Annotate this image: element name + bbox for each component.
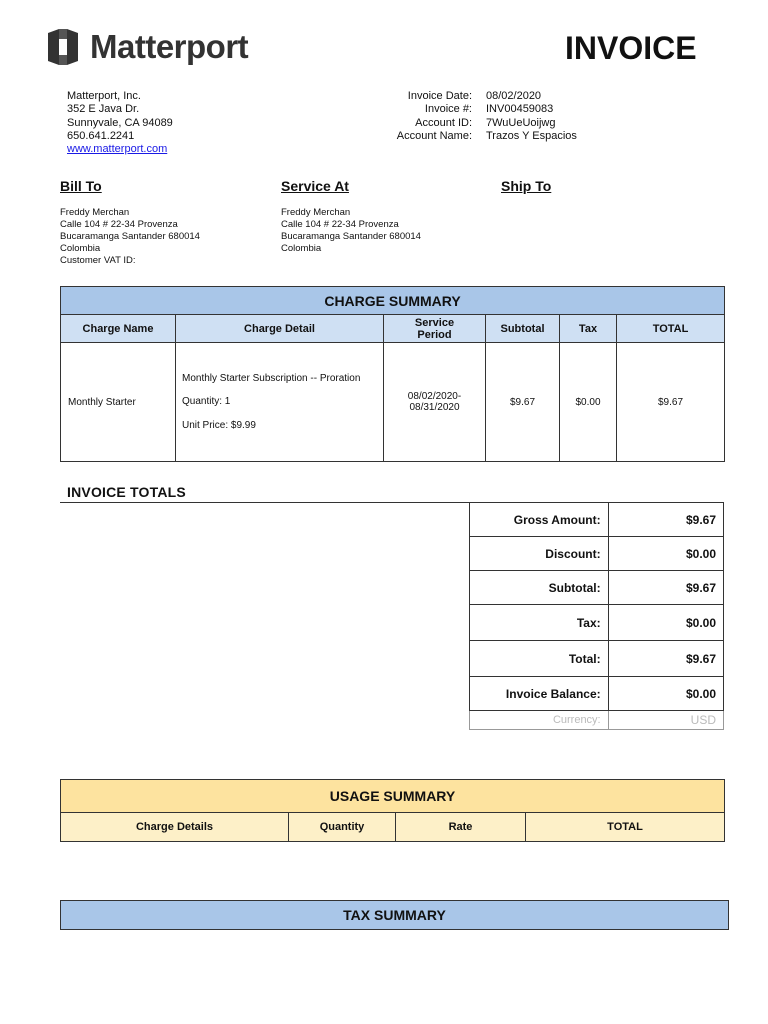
invoice-date-row	[330, 90, 577, 103]
column-header: Tax	[560, 315, 617, 343]
service-period-start: 08/02/2020-	[407, 391, 462, 402]
matterport-logo-icon	[46, 27, 80, 67]
totals-row	[470, 641, 724, 677]
service-at-address	[281, 207, 421, 255]
ship-to-heading: Ship To	[501, 178, 552, 194]
address-line: Bucaramanga Santander 680014	[60, 231, 200, 242]
meta-label: Account ID:	[415, 116, 472, 129]
charge-summary-title: CHARGE SUMMARY	[61, 287, 725, 315]
address-line: Bucaramanga Santander 680014	[281, 231, 421, 242]
invoice-number-row	[330, 103, 577, 116]
total-value: $9.67	[608, 641, 723, 677]
subtotal-cell: $9.67	[486, 343, 560, 462]
company-phone: 650.641.2241	[67, 129, 135, 142]
service-period-end: 08/31/2020	[409, 402, 460, 413]
service-at-heading: Service At	[281, 178, 349, 194]
usage-summary-table	[60, 779, 725, 842]
tax-summary-title: TAX SUMMARY	[60, 900, 729, 930]
discount-value: $0.00	[608, 537, 723, 571]
currency-label: Currency:	[470, 711, 609, 730]
column-header: TOTAL	[526, 813, 725, 842]
charge-unit-price: Unit Price: $9.99	[182, 419, 256, 431]
meta-label: Invoice #:	[424, 103, 472, 116]
currency-row	[470, 711, 724, 730]
company-street: 352 E Java Dr.	[67, 103, 140, 116]
column-header: Charge Name	[61, 315, 176, 343]
company-website-link[interactable]: www.matterport.com	[67, 143, 168, 156]
company-city: Sunnyvale, CA 94089	[67, 116, 173, 129]
totals-label: Subtotal:	[470, 571, 609, 605]
address-line: Freddy Merchan	[60, 207, 130, 218]
usage-summary-title: USAGE SUMMARY	[61, 780, 725, 813]
totals-label: Total:	[470, 641, 609, 677]
invoice-date-value: 08/02/2020	[486, 90, 542, 102]
account-id-value: 7WuUeUoijwg	[486, 116, 556, 129]
totals-row	[470, 677, 724, 711]
totals-label: Invoice Balance:	[470, 677, 609, 711]
gross-amount-value: $9.67	[608, 503, 723, 537]
totals-row	[470, 605, 724, 641]
column-header: Charge Details	[61, 813, 289, 842]
account-id-row	[330, 117, 577, 130]
totals-label: Discount:	[470, 537, 609, 571]
address-line: Colombia	[281, 243, 322, 254]
brand-logo	[46, 26, 248, 68]
invoice-totals-title: INVOICE TOTALS	[67, 484, 186, 500]
company-address	[67, 90, 173, 156]
address-line: Freddy Merchan	[281, 207, 351, 218]
document-title: INVOICE	[565, 30, 697, 66]
charge-detail-cell	[176, 343, 384, 462]
customer-vat-id: Customer VAT ID:	[60, 255, 136, 266]
account-name-value: Trazos Y Espacios	[486, 129, 577, 142]
invoice-meta	[330, 90, 577, 143]
divider	[60, 502, 470, 503]
column-header: Rate	[396, 813, 526, 842]
column-header: Service Period	[384, 315, 486, 343]
bill-to-heading: Bill To	[60, 178, 102, 194]
address-line: Calle 104 # 22-34 Provenza	[60, 219, 178, 230]
tax-value: $0.00	[608, 605, 723, 641]
meta-label: Account Name:	[396, 129, 472, 142]
tax-cell: $0.00	[560, 343, 617, 462]
invoice-balance-value: $0.00	[608, 677, 723, 711]
charge-description: Monthly Starter Subscription -- Proration	[182, 372, 361, 384]
invoice-number-value: INV00459083	[486, 103, 554, 116]
bill-to-address	[60, 207, 200, 267]
charge-quantity: Quantity: 1	[182, 396, 231, 408]
address-line: Colombia	[60, 243, 101, 254]
totals-row	[470, 571, 724, 605]
totals-row	[470, 537, 724, 571]
total-cell: $9.67	[617, 343, 725, 462]
column-header: Quantity	[289, 813, 396, 842]
totals-row	[470, 503, 724, 537]
account-name-row	[330, 130, 577, 143]
column-header: Charge Detail	[176, 315, 384, 343]
charge-name-cell: Monthly Starter	[61, 343, 176, 462]
address-line: Calle 104 # 22-34 Provenza	[281, 219, 399, 230]
charge-summary-table	[60, 286, 725, 462]
service-period-cell	[384, 343, 486, 462]
company-name: Matterport, Inc.	[67, 90, 141, 102]
currency-value: USD	[608, 711, 723, 730]
totals-label: Tax:	[470, 605, 609, 641]
column-header: TOTAL	[617, 315, 725, 343]
table-row	[61, 343, 725, 462]
invoice-totals-table	[469, 502, 724, 730]
column-header: Subtotal	[486, 315, 560, 343]
subtotal-value: $9.67	[608, 571, 723, 605]
brand-name: Matterport	[90, 28, 249, 65]
meta-label: Invoice Date:	[407, 90, 472, 102]
totals-label: Gross Amount:	[470, 503, 609, 537]
